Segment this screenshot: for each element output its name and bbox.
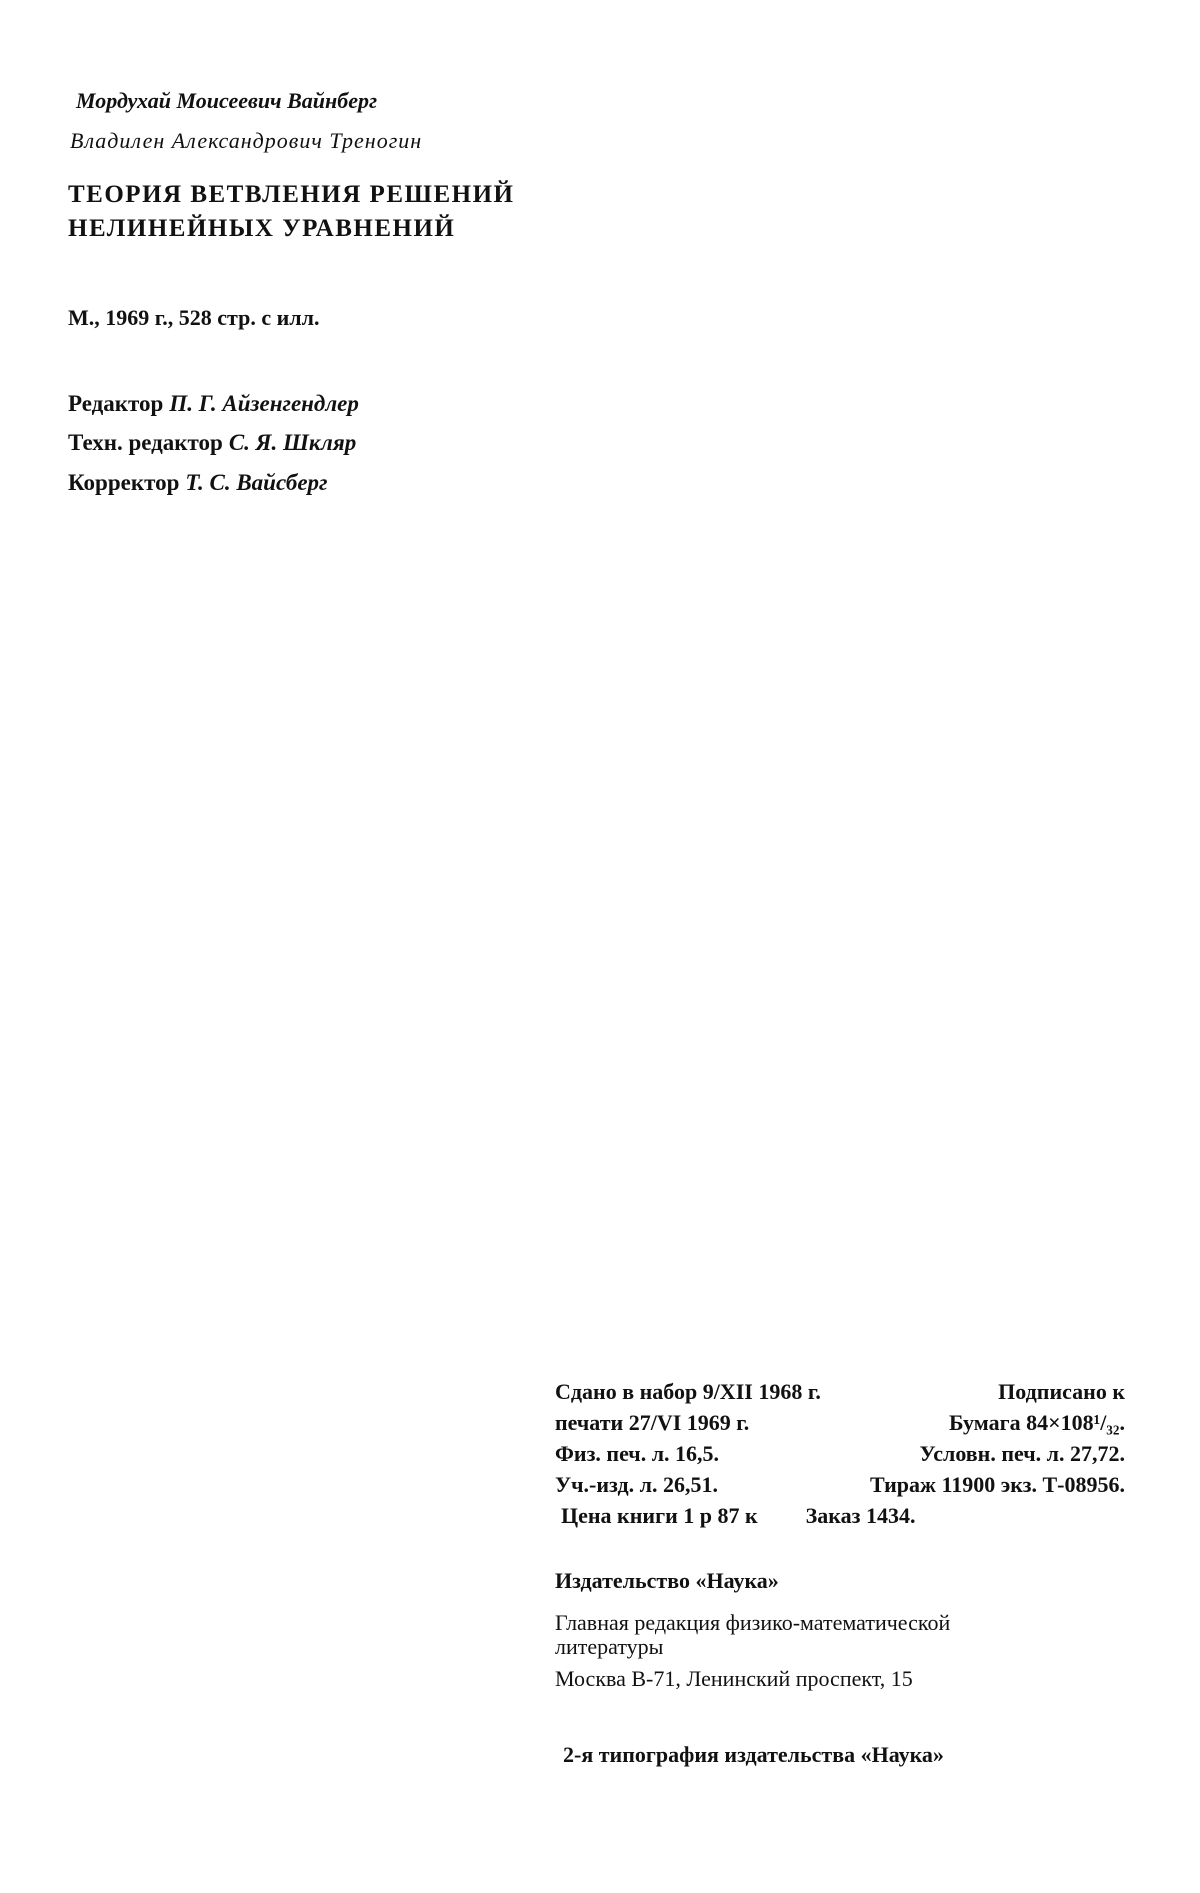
imprint-text: Подписано к [998,1378,1125,1404]
author-1: Мордухай Моисеевич Вайнберг [76,88,378,113]
imprint-text: Бумага 84×108¹/₃₂. [949,1409,1125,1435]
imprint-text: Цена книги 1 р 87 к [561,1502,758,1528]
credit-tech-editor [68,431,356,454]
credit-editor [68,392,359,415]
publisher-division-line-2: литературы [555,1634,664,1659]
book-title-line-1: ТЕОРИЯ ВЕТВЛЕНИЯ РЕШЕНИЙ [68,181,515,208]
imprint-text: Физ. печ. л. 16,5. [555,1440,720,1466]
imprint-row [555,1407,1125,1438]
credit-role: Техн. редактор [68,430,223,455]
credit-proofreader [68,471,328,494]
imprint-text: печати 27/VI 1969 г. [555,1409,750,1435]
author-2: Владилен Александрович Треногин [70,128,423,153]
publisher-name: Издательство «Наука» [555,1568,779,1593]
imprint-text: Условн. печ. л. 27,72. [919,1440,1125,1466]
publisher-address: Москва В-71, Ленинский проспект, 15 [555,1666,913,1691]
imprint-row [555,1469,1125,1500]
imprint-row [555,1500,1125,1531]
publication-info: М., 1969 г., 528 стр. с илл. [68,305,320,330]
credit-person: С. Я. Шкляр [228,430,357,455]
printer: 2-я типография издательства «Наука» [563,1742,944,1767]
credit-role: Корректор [68,470,180,495]
publisher-division-line-1: Главная редакция физико-математической [555,1610,951,1635]
imprint-text: Уч.-изд. л. 26,51. [555,1471,718,1497]
credit-role: Редактор [68,391,164,416]
credit-person: П. Г. Айзенгендлер [169,391,359,416]
book-title-line-2: НЕЛИНЕЙНЫХ УРАВНЕНИЙ [68,215,456,242]
imprint-block [555,1376,1125,1531]
imprint-text: Тираж 11900 экз. Т-08956. [869,1471,1125,1497]
imprint-text: Заказ 1434. [805,1502,916,1528]
credit-person: Т. С. Вайсберг [185,470,328,495]
imprint-row [555,1438,1125,1469]
imprint-text: Сдано в набор 9/XII 1968 г. [555,1378,821,1404]
imprint-row [555,1376,1125,1407]
